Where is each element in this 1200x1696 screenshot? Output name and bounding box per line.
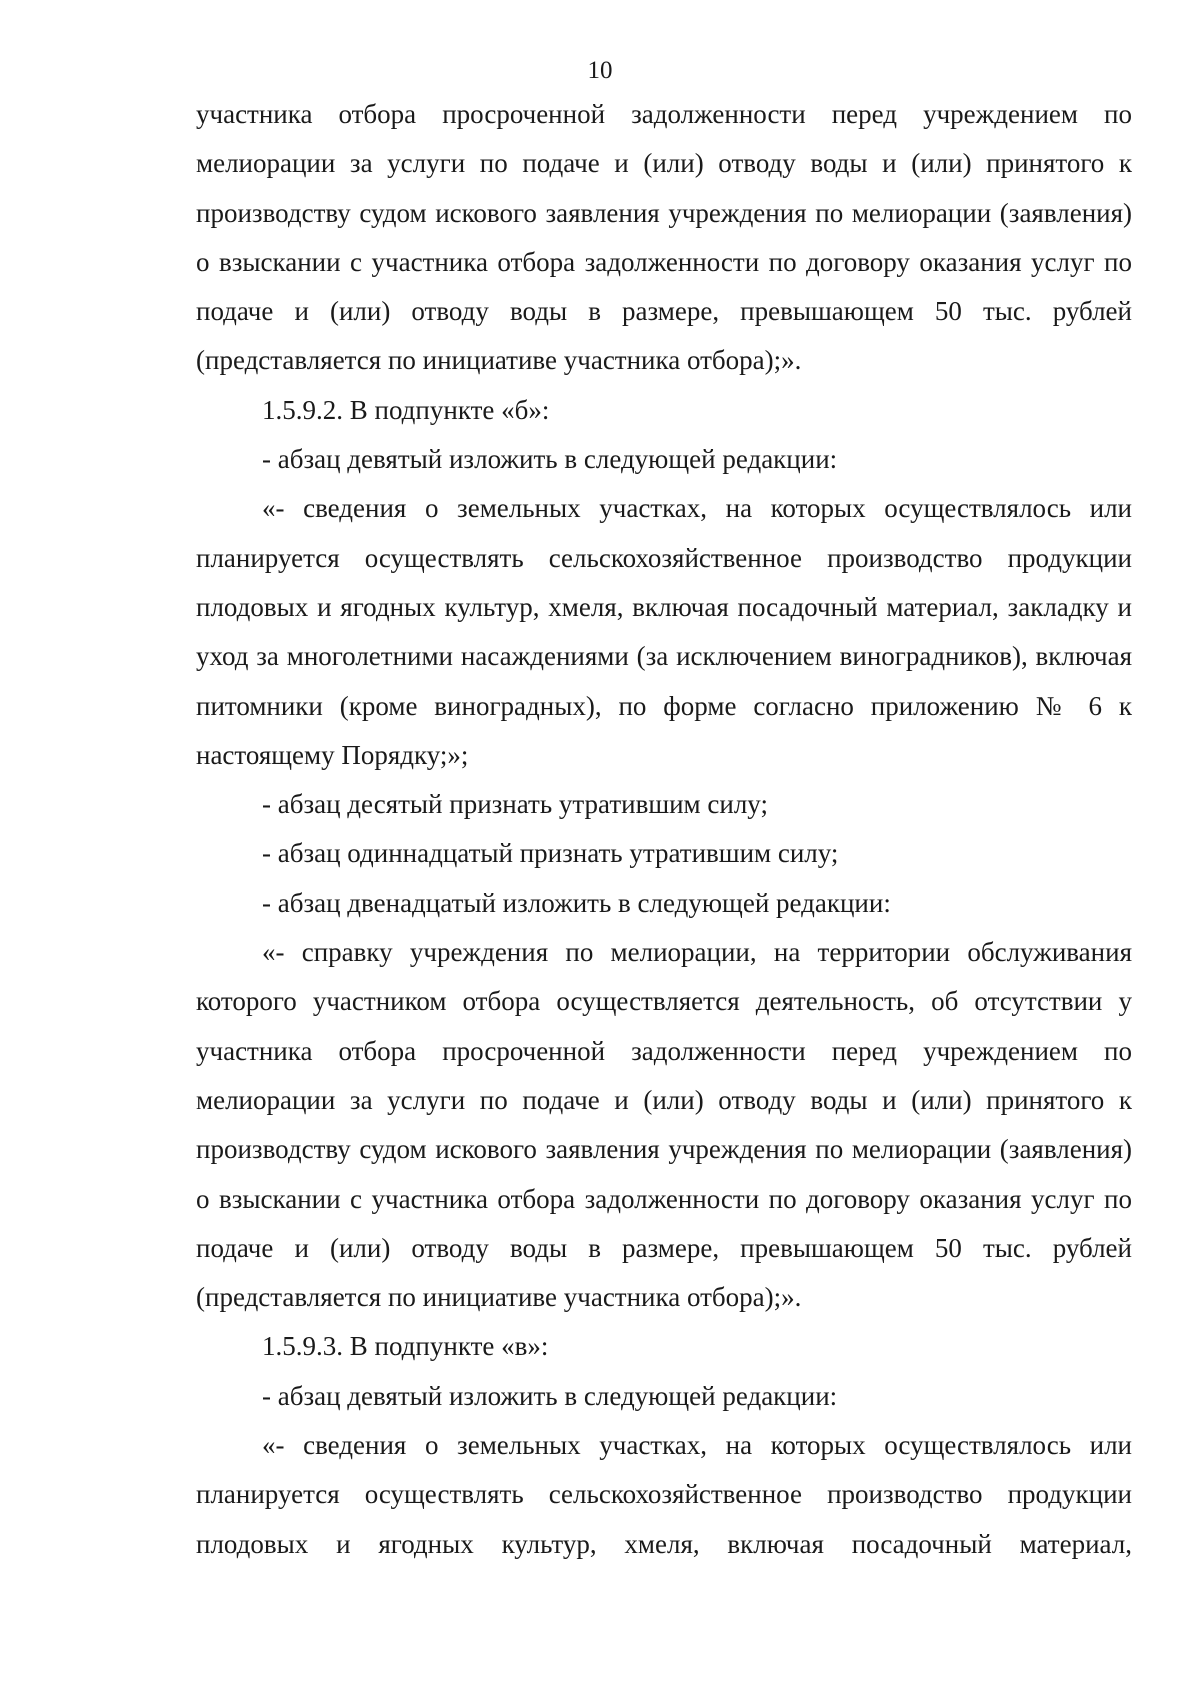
list-item-instruction: - абзац девятый изложить в следующей редакции: [262, 444, 838, 475]
quoted-paragraph: «- сведения о земельных участках, на которых осуществлялось или планируется осуществлять сельскохозяйственное производство продукции плодовых и ягодных культур, хмеля, включая посадочный материал, закладку и уход за многолетними насаждениями (за исключением виноградников), включая питомники (кроме виноградных), по форме согласно приложению № 6 к настоящему Порядку;»; [196, 493, 1132, 770]
page-number: 10 [587, 57, 613, 84]
list-item-instruction: - абзац двенадцатый изложить в следующей редакции: [262, 887, 891, 918]
list-item-instruction: - абзац десятый признать утратившим силу; [262, 789, 768, 820]
document-body [196, 90, 1132, 1569]
section-heading-1-5-9-3: 1.5.9.3. В подпункте «в»: [262, 1331, 549, 1362]
list-item-instruction: - абзац одиннадцатый признать утратившим силу; [262, 838, 839, 869]
list-item-instruction: - абзац девятый изложить в следующей редакции: [262, 1380, 838, 1411]
section-heading-1-5-9-2: 1.5.9.2. В подпункте «б»: [262, 394, 550, 425]
quoted-paragraph: «- сведения о земельных участках, на которых осуществлялось или планируется осуществлять сельскохозяйственное производство продукции плодовых и ягодных культур, хмеля, включая посадочный материал, [196, 1430, 1132, 1559]
quoted-paragraph: «- справку учреждения по мелиорации, на территории обслуживания которого участником отбора осуществляется деятельность, об отсутствии у участника отбора просроченной задолженности перед учреждением по мелиорации за услуги по подаче и (или) отводу воды и (или) принятого к производству судом искового заявления учреждения по мелиорации (заявления) о взыскании с участника отбора задолженности по договору оказания услуг по подаче и (или) отводу воды в размере, превышающем 50 тыс. рублей (представляется по инициативе участника отбора);». [196, 937, 1132, 1313]
paragraph-continuation: участника отбора просроченной задолженности перед учреждением по мелиорации за услуги по подаче и (или) отводу воды и (или) принятого к производству судом искового заявления учреждения по мелиорации (заявления) о взыскании с участника отбора задолженности по договору оказания услуг по подаче и (или) отводу воды в размере, превышающем 50 тыс. рублей (представляется по инициативе участника отбора);». [196, 99, 1132, 376]
